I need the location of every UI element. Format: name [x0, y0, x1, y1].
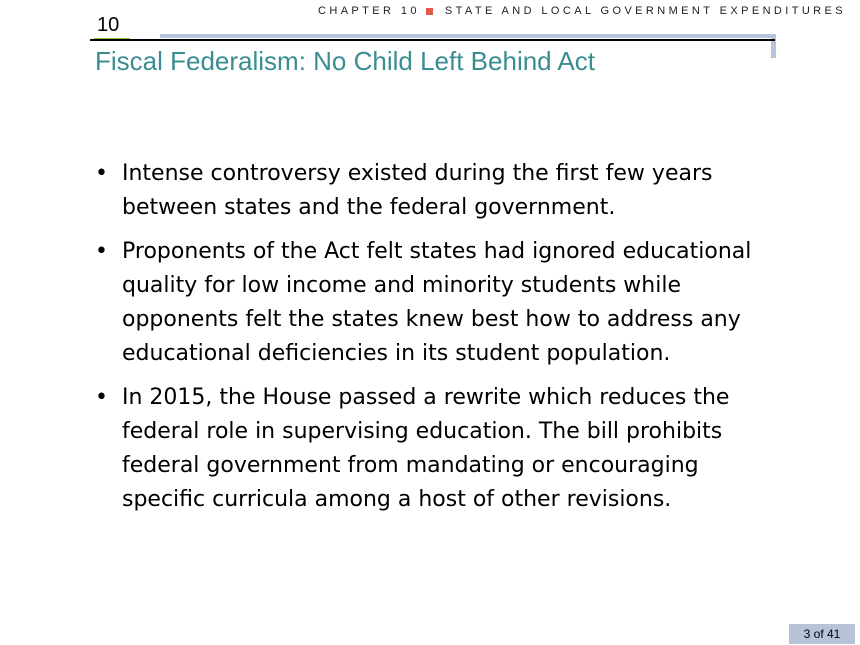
bullet-text: Intense controversy existed during the first few years between states and the federal government. — [122, 161, 713, 220]
chapter-separator-square-icon — [426, 8, 433, 15]
bullet-item — [95, 157, 775, 225]
chapter-header — [318, 5, 846, 17]
header-accent-bar-end — [771, 34, 776, 58]
chapter-title: STATE AND LOCAL GOVERNMENT EXPENDITURES — [444, 5, 846, 17]
bullet-list — [95, 157, 775, 527]
bullet-item — [95, 235, 775, 371]
page-indicator-badge: 3 of 41 — [789, 624, 855, 644]
chapter-label: CHAPTER 10 — [318, 5, 420, 17]
bullet-dot-icon: • — [95, 385, 108, 410]
header-accent-bar — [160, 34, 775, 38]
bullet-text: Proponents of the Act felt states had ignored educational quality for low income and minority students while opponents felt the states knew best how to address any educational deficiencies in its student population. — [122, 239, 752, 366]
chapter-number: 10 — [97, 14, 120, 36]
bullet-dot-icon: • — [95, 161, 108, 186]
slide-title: Fiscal Federalism: No Child Left Behind Act — [95, 46, 595, 76]
bullet-text: In 2015, the House passed a rewrite which reduces the federal role in supervising education. The bill prohibits federal government from mandating or encouraging specific curricula among a host of other revisions. — [122, 385, 730, 512]
header-rule — [90, 39, 775, 41]
bullet-item — [95, 381, 775, 517]
bullet-dot-icon: • — [95, 239, 108, 264]
